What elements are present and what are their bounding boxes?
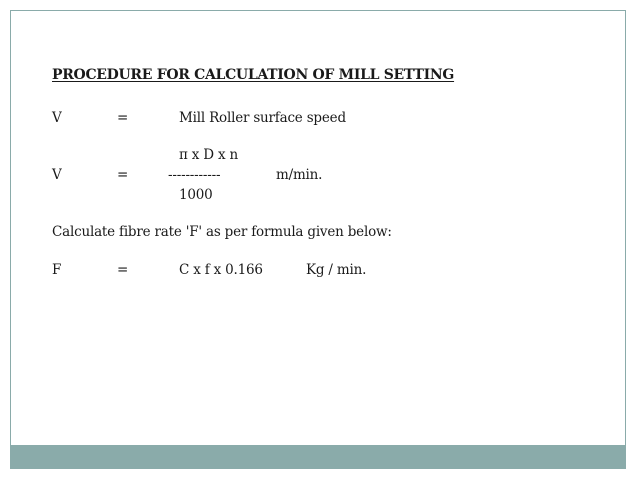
fibre-rate-formula: C x f x 0.166 (179, 262, 263, 278)
slide-title: PROCEDURE FOR CALCULATION OF MILL SETTING (52, 67, 455, 83)
speed-formula-fraction-bar: ------------ (168, 167, 221, 183)
fibre-rate-symbol: F (52, 262, 62, 278)
fibre-rate-instruction: Calculate fibre rate 'F' as per formula given below: (52, 224, 392, 240)
speed-symbol: V (52, 110, 62, 126)
footer-bar (11, 445, 625, 468)
speed-formula-numerator: π x D x n (179, 147, 238, 163)
speed-formula-equals: = (117, 167, 129, 183)
speed-formula-denominator: 1000 (179, 187, 213, 203)
speed-formula-symbol: V (52, 167, 62, 183)
fibre-rate-unit: Kg / min. (306, 262, 367, 278)
slide-frame (10, 10, 626, 469)
speed-equals: = (117, 110, 129, 126)
speed-definition: Mill Roller surface speed (179, 110, 346, 126)
fibre-rate-equals: = (117, 262, 129, 278)
speed-formula-unit: m/min. (276, 167, 323, 183)
